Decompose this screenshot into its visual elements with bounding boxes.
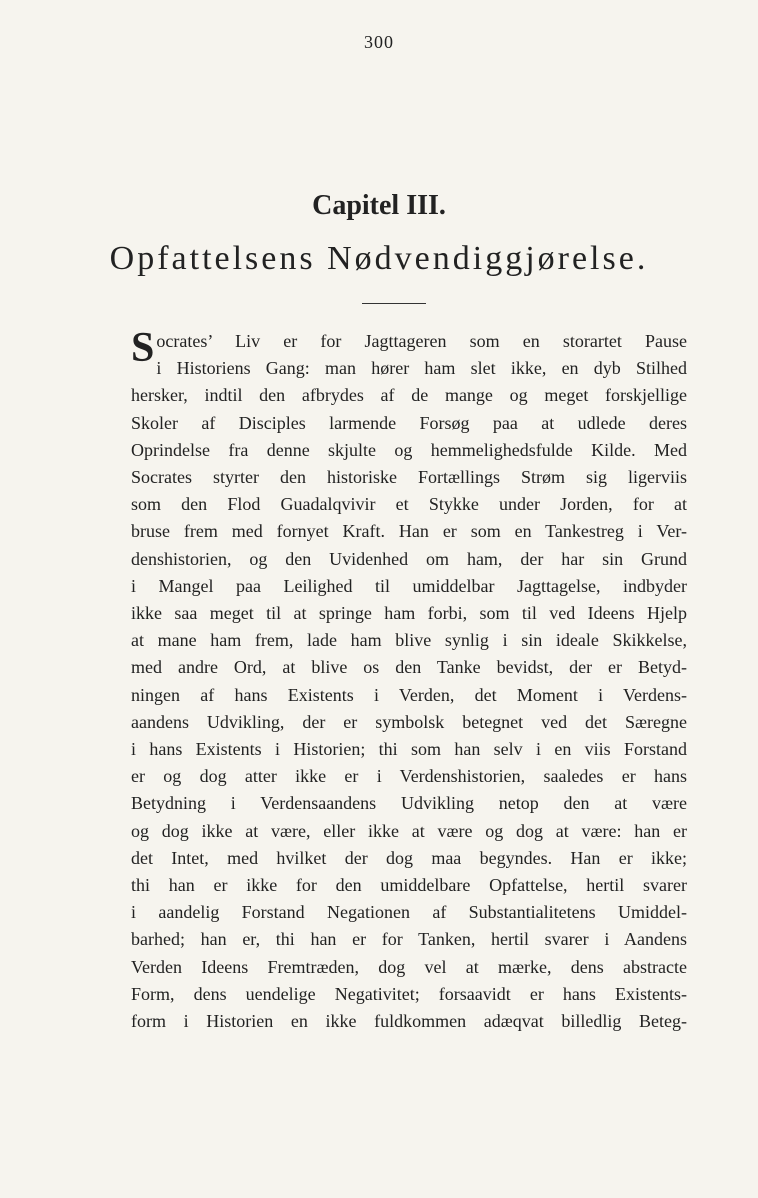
text-line: i Mangel paa Leilighed til umiddelbar Jagttagelse, indbyder [131, 575, 687, 596]
text-line: i hans Existents i Historien; thi som han selv i en viis Forstand [131, 739, 687, 760]
text-line: Betydning i Verdensaandens Udvikling netop den at være [131, 793, 687, 814]
page-number: 300 [364, 32, 394, 52]
text-line: er og dog atter ikke er i Verdenshistorien, saaledes er hans [131, 766, 687, 787]
text-line: i Historiens Gang: man hører ham slet ikke, en dyb Stilhed [156, 358, 687, 379]
text-line: Form, dens uendelige Negativitet; forsaavidt er hans Existents- [131, 983, 687, 1004]
text-line: og dog ikke at være, eller ikke at være og dog at være: han er [131, 820, 687, 841]
text-line: Verden Ideens Fremtræden, dog vel at mærke, dens abstracte [131, 956, 687, 977]
text-line: Oprindelse fra denne skjulte og hemmelighedsfulde Kilde. Med [131, 439, 687, 460]
text-line: Socrates styrter den historiske Fortællings Strøm sig ligerviis [131, 467, 687, 488]
text-line: at mane ham frem, lade ham blive synlig i sin ideale Skikkelse, [131, 630, 687, 651]
chapter-label: Capitel III. [312, 190, 446, 221]
text-line: hersker, indtil den afbrydes af de mange og meget forskjellige [131, 385, 687, 406]
text-line: Skoler af Disciples larmende Forsøg paa at udlede deres [131, 412, 687, 433]
text-line: barhed; han er, thi han er for Tanken, hertil svarer i Aandens [131, 929, 687, 950]
text-line: ikke saa meget til at springe ham forbi, som til ved Ideens Hjelp [131, 603, 687, 624]
text-line: ocrates’ Liv er for Jagttageren som en storartet Pause [156, 331, 687, 351]
body-paragraph [131, 325, 687, 1035]
text-line: det Intet, med hvilket der dog maa begyndes. Han er ikke; [131, 847, 687, 868]
text-line: bruse frem med fornyet Kraft. Han er som en Tankestreg i Ver- [131, 521, 687, 542]
text-line: som den Flod Guadalqvivir et Stykke under Jorden, for at [131, 494, 687, 515]
text-line: ningen af hans Existents i Verden, det Moment i Verdens- [131, 684, 687, 705]
chapter-title: Opfattelsens Nødvendiggjørelse. [109, 240, 649, 277]
text-line: med andre Ord, at blive os den Tanke bevidst, der er Betyd- [131, 657, 687, 678]
text-line: thi han er ikke for den umiddelbare Opfattelse, hertil svarer [131, 875, 687, 896]
drop-cap: S [131, 325, 155, 371]
title-divider [362, 303, 426, 304]
text-line: aandens Udvikling, der er symbolsk betegnet ved det Særegne [131, 711, 687, 732]
text-line: denshistorien, og den Uvidenhed om ham, der har sin Grund [131, 548, 687, 569]
text-line: form i Historien en ikke fuldkommen adæqvat billedlig Beteg- [131, 1011, 687, 1032]
text-line: i aandelig Forstand Negationen af Substantialitetens Umiddel- [131, 902, 687, 923]
